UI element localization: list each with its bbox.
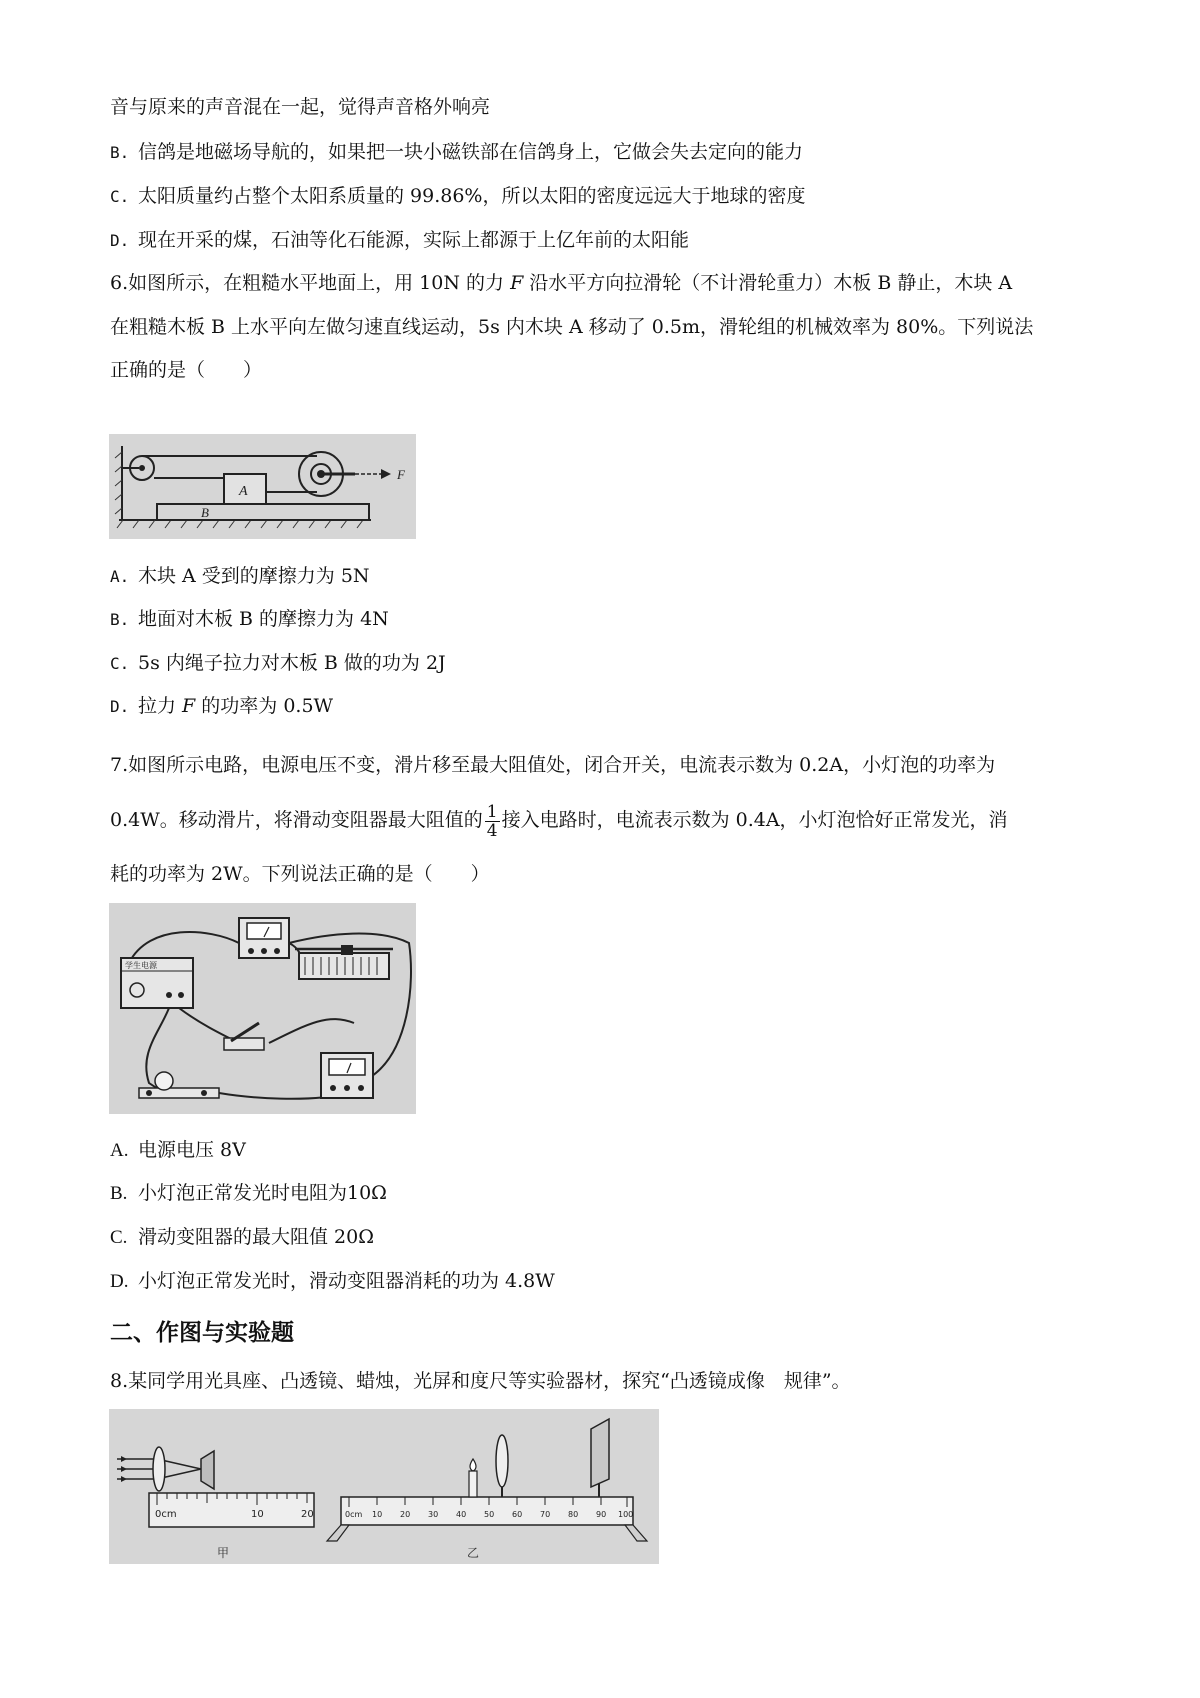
q8-stem-line-1: 8.某同学用光具座、凸透镜、蜡烛，光屏和度尺等实验器材，探究“凸透镜成像 规律”。 xyxy=(110,1370,851,1392)
option-label: C. xyxy=(110,654,130,673)
bench-tick: 40 xyxy=(456,1510,467,1519)
q7-circuit-figure xyxy=(109,903,416,1114)
q6-option-a xyxy=(110,563,370,590)
fraction-numerator: 1 xyxy=(486,801,498,822)
force-f-label: F xyxy=(397,467,405,482)
bench-tick: 100 xyxy=(618,1510,634,1519)
q7-text: 0.4W。移动滑片，将滑动变阻器最大阻值的 xyxy=(110,809,483,831)
option-text: 的功率为 0.5W xyxy=(195,695,334,717)
option-label: A. xyxy=(110,1140,129,1161)
option-label: C. xyxy=(110,187,130,206)
q6-stem-line-3: 正确的是（ ） xyxy=(110,359,263,381)
q6-option-b xyxy=(110,606,389,633)
q7-text: 接入电路时，电流表示数为 0.4A，小灯泡恰好正常发光，消 xyxy=(501,809,1008,831)
bench-tick: 90 xyxy=(596,1510,607,1519)
q6-stem-line-2: 在粗糙木板 B 上水平向左做匀速直线运动，5s 内木块 A 移动了 0.5m，滑轮组的机械效率为 80%。下列说法 xyxy=(110,316,1034,338)
q7-option-a xyxy=(110,1137,246,1164)
q6-option-d xyxy=(110,693,333,720)
q6-pulley-figure xyxy=(109,434,416,539)
fraction-denominator: 4 xyxy=(486,820,498,841)
q7-stem-line-1: 7.如图所示电路，电源电压不变，滑片移至最大阻值处，闭合开关，电流表示数为 0.2A，小灯泡的功率为 xyxy=(110,754,996,776)
q6-text: 沿水平方向拉滑轮（不计滑轮重力）木板 B 静止，木块 A xyxy=(523,272,1013,294)
option-text: 小灯泡正常发光时，滑动变阻器消耗的功为 4.8W xyxy=(138,1270,555,1292)
option-text: 太阳质量约占整个太阳系质量的 99.86%，所以太阳的密度远远大于地球的密度 xyxy=(138,185,806,207)
q5-option-a-continuation: 音与原来的声音混在一起，觉得声音格外响亮 xyxy=(110,96,491,118)
option-text: 信鸽是地磁场导航的，如果把一块小磁铁部在信鸽身上，它做会失去定向的能力 xyxy=(138,141,804,163)
option-text: 地面对木板 B 的摩擦力为 4N xyxy=(138,608,389,630)
bench-tick: 80 xyxy=(568,1510,579,1519)
q5-option-b xyxy=(110,139,803,166)
q8-lens-figure xyxy=(109,1409,659,1564)
q6-stem-line-1 xyxy=(110,270,1012,296)
caption-yi: 乙 xyxy=(467,1546,480,1560)
option-label: B. xyxy=(110,610,130,629)
option-label: D. xyxy=(110,1271,129,1292)
left-ruler-tick-0: 0cm xyxy=(155,1509,177,1520)
option-text: 拉力 xyxy=(138,695,183,717)
q6-option-c xyxy=(110,650,446,677)
q6-var-f: F xyxy=(510,272,524,294)
bench-tick: 30 xyxy=(428,1510,439,1519)
q6-text: 6.如图所示，在粗糙水平地面上，用 10N 的力 xyxy=(110,272,511,294)
q5-option-c xyxy=(110,183,806,210)
option-text: 滑动变阻器的最大阻值 20Ω xyxy=(138,1226,374,1248)
option-label: D. xyxy=(110,231,130,250)
power-supply-label: 学生电源 xyxy=(125,961,157,970)
bench-tick: 0cm xyxy=(345,1510,363,1519)
bench-tick: 20 xyxy=(400,1510,411,1519)
bench-tick: 70 xyxy=(540,1510,551,1519)
option-label: B. xyxy=(110,143,130,162)
option-label: B. xyxy=(110,1183,128,1204)
option-label: D. xyxy=(110,697,130,716)
option-text: 5s 内绳子拉力对木板 B 做的功为 2J xyxy=(138,652,446,674)
q7-stem-line-3: 耗的功率为 2W。下列说法正确的是（ ） xyxy=(110,863,490,885)
q7-option-c xyxy=(110,1224,374,1251)
option-text: 木块 A 受到的摩擦力为 5N xyxy=(138,565,370,587)
fraction-one-quarter xyxy=(485,803,500,840)
q7-option-b xyxy=(110,1180,387,1207)
bench-tick: 60 xyxy=(512,1510,523,1519)
caption-jia: 甲 xyxy=(217,1546,230,1560)
section-heading: 二、作图与实验题 xyxy=(110,1320,294,1346)
board-b-label: B xyxy=(201,505,209,520)
bench-tick: 10 xyxy=(372,1510,383,1519)
q7-stem-line-2 xyxy=(110,800,1008,840)
option-text: 小灯泡正常发光时电阻为10Ω xyxy=(138,1182,387,1204)
left-ruler-tick-10: 10 xyxy=(251,1509,264,1520)
option-label: A. xyxy=(110,567,130,586)
option-label: C. xyxy=(110,1227,128,1248)
block-a-label: A xyxy=(239,484,248,499)
bench-tick: 50 xyxy=(484,1510,495,1519)
q5-option-d xyxy=(110,227,689,254)
option-var-f: F xyxy=(182,695,196,717)
option-text: 电源电压 8V xyxy=(138,1139,246,1161)
option-text: 现在开采的煤，石油等化石能源，实际上都源于上亿年前的太阳能 xyxy=(138,229,690,251)
left-ruler-tick-20: 20 xyxy=(301,1509,314,1520)
q7-option-d xyxy=(110,1268,555,1295)
